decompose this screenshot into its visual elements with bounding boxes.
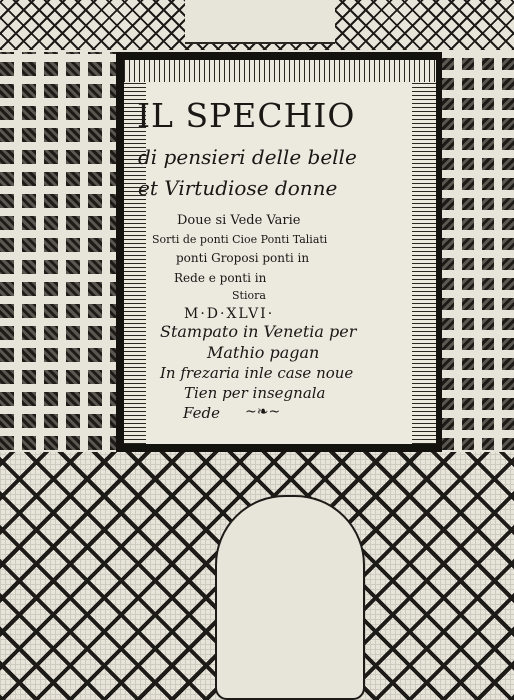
top-figure-ornament [185, 0, 335, 44]
imprint-line-2: Mathio pagan [207, 343, 320, 362]
subtitle-line-1: di pensieri delle belle [138, 145, 357, 169]
imprint-line-3: In frezaria inle case noue [160, 364, 354, 382]
publication-date: M·D·XLVI· [184, 306, 275, 322]
imprint-line-5: Fede [183, 404, 220, 422]
right-lace-panel [442, 52, 514, 450]
drape-top [124, 60, 436, 82]
imprint-line-1: Stampato in Venetia per [160, 322, 357, 341]
body-line-3: ponti Groposi ponti in [176, 251, 310, 265]
body-line-2: Sorti de ponti Cioe Ponti Taliati [152, 233, 328, 246]
fleuron-icon: ~❧~ [245, 404, 281, 420]
body-line-4: Rede e ponti in [174, 271, 267, 285]
book-title: IL SPECHIO [137, 96, 356, 135]
left-lace-panel [0, 52, 116, 450]
body-line-5: Stiora [232, 289, 266, 302]
drape-right [412, 60, 436, 444]
subtitle-line-2: et Virtudiose donne [138, 176, 338, 200]
body-line-1: Doue si Vede Varie [177, 213, 301, 228]
seated-figure-illustration [215, 495, 365, 700]
imprint-line-4: Tien per insegnala [184, 384, 326, 402]
